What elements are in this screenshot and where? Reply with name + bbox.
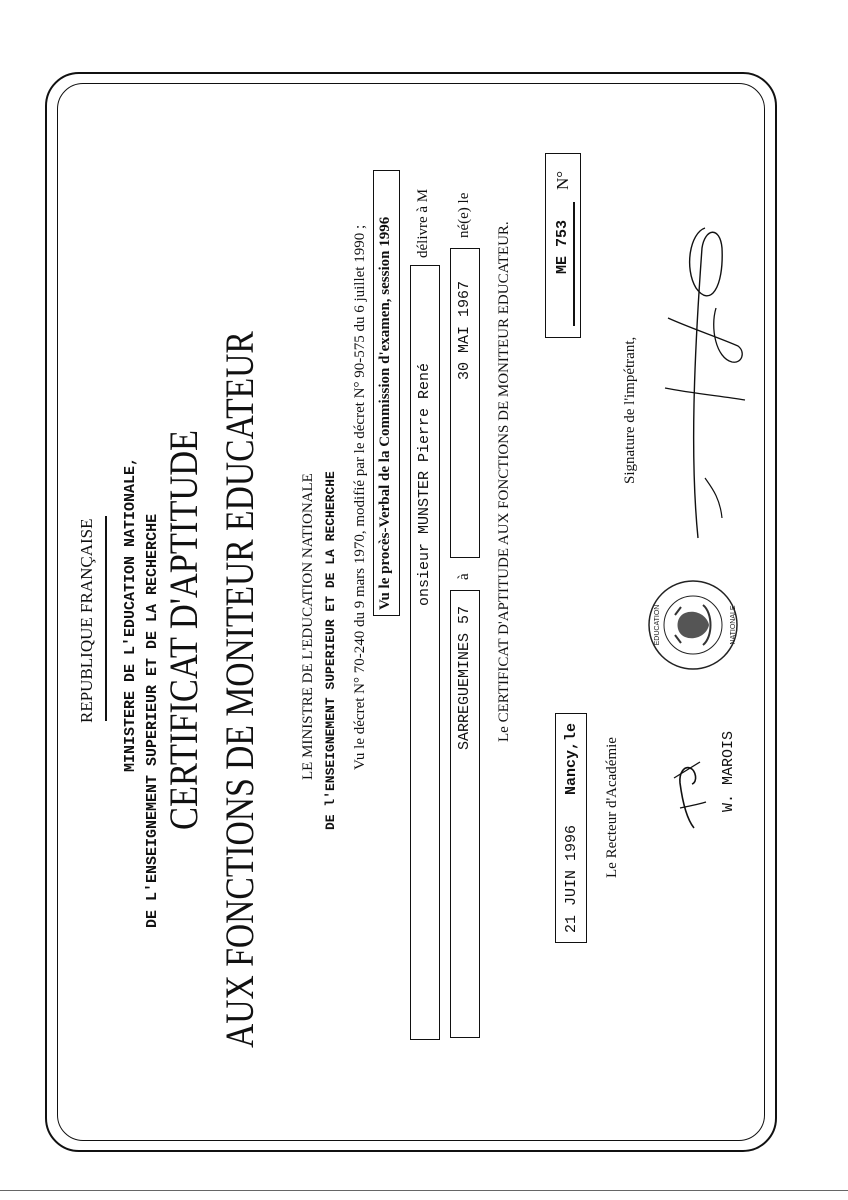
at-label: à bbox=[456, 573, 472, 580]
minister-line-1: LE MINISTRE DE L'EDUCATION NATIONALE bbox=[300, 473, 316, 780]
minister-line-2: DE l'ENSEIGNEMENT SUPERIEUR ET DE LA RECHERCHE bbox=[323, 471, 338, 830]
certificate-content bbox=[60, 74, 780, 1138]
page-bottom-rule bbox=[0, 1190, 848, 1191]
republic-label: REPUBLIQUE FRANÇAISE bbox=[77, 518, 96, 723]
certificate-title-line-1: CERTIFICAT D'APTITUDE bbox=[161, 429, 206, 830]
certificate-number: ME 753 bbox=[554, 219, 571, 274]
number-label: N° bbox=[553, 170, 572, 190]
issue-date: 21 JUIN 1996 bbox=[563, 824, 580, 933]
delivered-label: délivre à M bbox=[415, 188, 431, 258]
birth-date: 30 MAI 1967 bbox=[456, 280, 473, 380]
svg-text:EDUCATION: EDUCATION bbox=[654, 604, 661, 646]
born-label: né(e) le bbox=[456, 192, 472, 238]
decree-text: Vu le décret N° 70-240 du 9 mars 1970, modifié par le décret N° 90-575 du 6 juillet 1990 ; bbox=[352, 224, 368, 770]
ministry-line-1: MINISTERE DE L'EDUCATION NATIONALE, bbox=[122, 456, 139, 772]
republic-underline bbox=[105, 516, 107, 721]
issue-place-label: Nancy,le bbox=[563, 722, 580, 795]
certificate-title-line-2: AUX FONCTIONS DE MONITEUR EDUCATEUR bbox=[217, 331, 262, 1048]
recipient-name: onsieur MUNSTER Pierre René bbox=[416, 362, 433, 606]
birth-place: SARREGUEMINES 57 bbox=[456, 605, 473, 750]
holder-signature-scribble bbox=[650, 218, 750, 578]
official-seal-stamp bbox=[645, 577, 741, 673]
svg-text:NATIONALE: NATIONALE bbox=[730, 605, 737, 645]
proces-verbal-text: Vu le procès-Verbal de la Commission d'examen, session 1996 bbox=[377, 216, 393, 610]
ministry-line-2: DE L'ENSEIGNEMENT SUPERIEUR ET DE LA RECHERCHE bbox=[144, 513, 161, 928]
holder-signature-label: Signature de l'impétrant, bbox=[622, 336, 638, 484]
rector-name: W. MAROIS bbox=[720, 730, 737, 812]
certificate-number-underline bbox=[573, 202, 575, 326]
rector-title: Le Recteur d'Académie bbox=[604, 737, 620, 878]
certificate-statement: Le CERTIFICAT D'APTITUDE AUX FONCTIONS DE MONITEUR EDUCATEUR. bbox=[496, 221, 512, 742]
rector-signature-scribble bbox=[660, 748, 710, 838]
